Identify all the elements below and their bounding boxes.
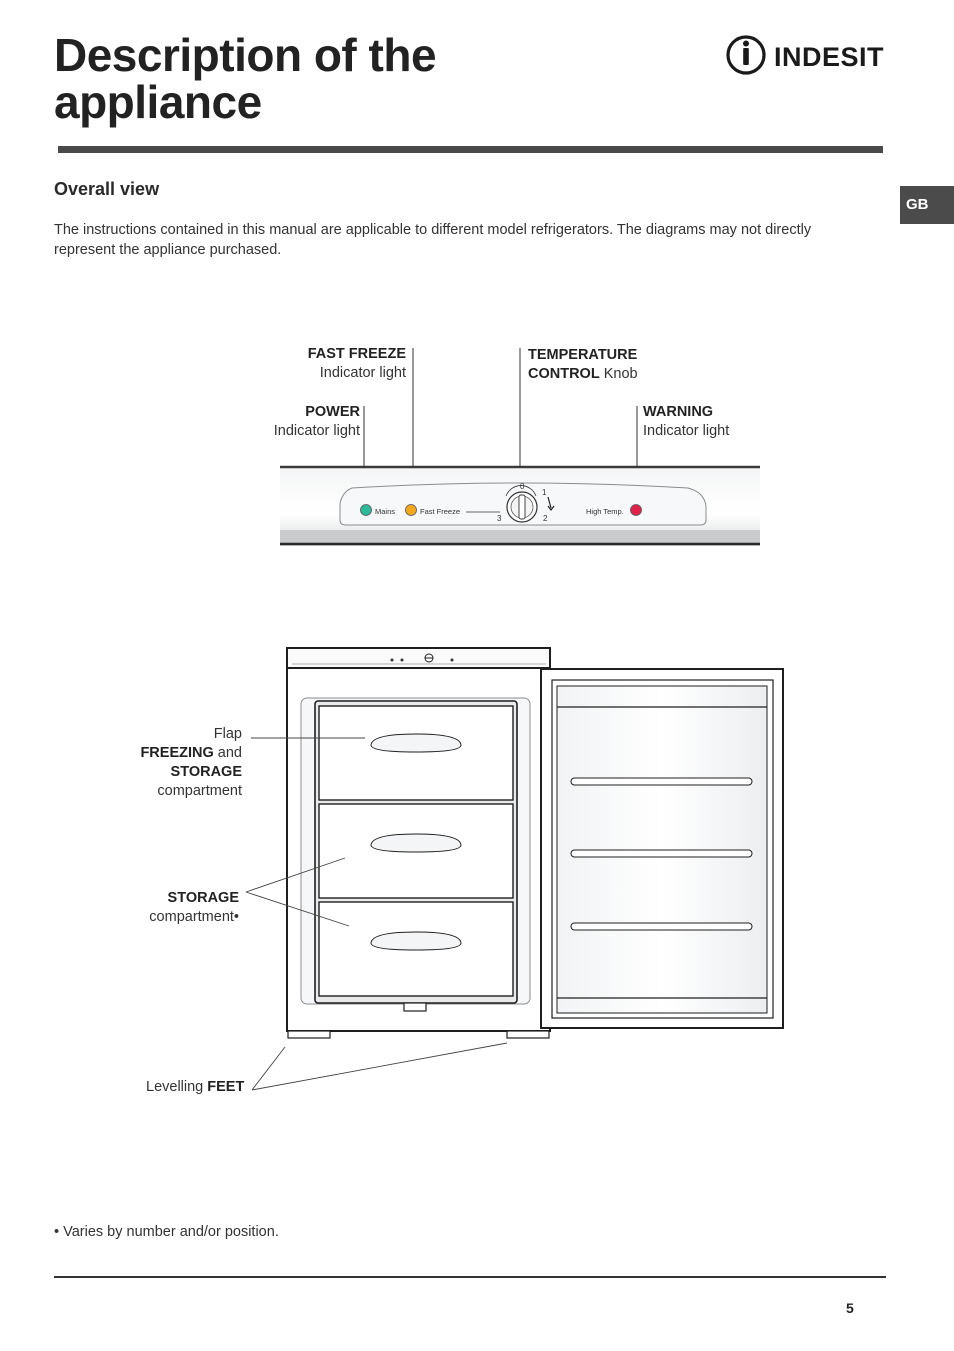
temperature-label-title: TEMPERATURE <box>528 347 638 363</box>
bottom-rule <box>54 1276 886 1278</box>
levelling-label: Levelling <box>146 1079 204 1095</box>
temperature-label-suffix: Knob <box>603 366 638 382</box>
knob-mark-3: 3 <box>497 514 502 523</box>
storage-label: STORAGE <box>170 764 242 780</box>
knob-mark-0: 0 <box>520 482 525 491</box>
intro-text: The instructions contained in this manual are applicable to different model refrigerators. The diagrams may not directly represent the appliance purchased. <box>54 222 812 258</box>
storage-compartment-label <box>149 889 239 927</box>
warning-label-sub: Indicator light <box>643 423 730 439</box>
fast-freeze-label-title: FAST FREEZE <box>307 346 406 362</box>
mains-panel-label: Mains <box>375 507 396 516</box>
freezing-label: FREEZING <box>140 745 214 761</box>
storage2-label: STORAGE <box>167 890 239 906</box>
fast-freeze-panel-label: Fast Freeze <box>420 507 461 516</box>
compartment2-label: compartment• <box>149 909 239 925</box>
levelling-feet-label <box>146 1078 244 1097</box>
and-label: and <box>217 745 242 761</box>
page-title-line1: Description of the <box>54 29 437 81</box>
knob-mark-2: 2 <box>543 514 548 523</box>
footnote: • Varies by number and/or position. <box>54 1224 279 1240</box>
power-label-sub: Indicator light <box>273 423 360 439</box>
temperature-label-control: CONTROL <box>528 366 600 382</box>
warning-label-title: WARNING <box>643 404 714 420</box>
page-number: 5 <box>846 1300 854 1316</box>
appliance-body <box>287 648 783 1038</box>
flap-label: Flap <box>213 726 242 742</box>
section-heading: Overall view <box>54 179 160 199</box>
power-label-title: POWER <box>305 404 360 420</box>
freezing-storage-label <box>140 725 242 801</box>
mains-light-icon <box>361 505 372 516</box>
high-temp-light-icon <box>631 505 642 516</box>
fast-freeze-light-icon <box>406 505 417 516</box>
compartment-label: compartment <box>157 783 242 799</box>
page-title-line2: appliance <box>54 76 262 128</box>
knob-mark-1: 1 <box>542 488 547 497</box>
brand-text: INDESIT <box>774 42 885 72</box>
language-tab: GB <box>900 186 954 224</box>
feet-label: FEET <box>207 1079 245 1095</box>
fast-freeze-label-sub: Indicator light <box>319 365 406 381</box>
high-temp-panel-label: High Temp. <box>586 507 624 516</box>
